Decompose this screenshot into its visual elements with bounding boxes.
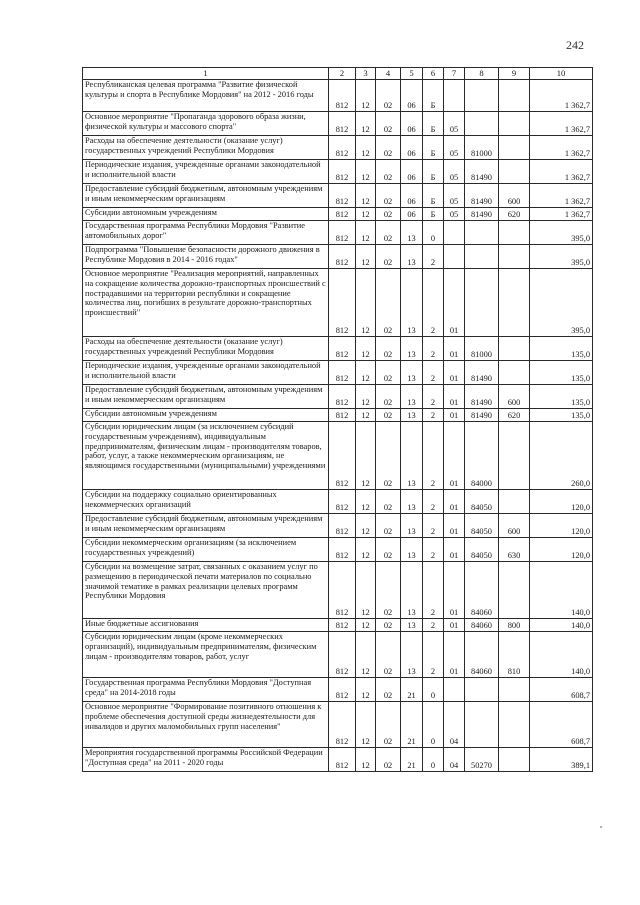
row-code-ministry: 812	[329, 337, 356, 361]
row-name: Республиканская целевая программа "Развитие физической культуры и спорта в Республике Мордовия" на 2012 - 2016 годы	[83, 80, 329, 112]
table-row	[83, 385, 593, 409]
row-code-expense-type	[499, 245, 530, 269]
row-name: Расходы на обеспечение деятельности (оказание услуг) государственных учреждений Республики Мордовия	[83, 136, 329, 160]
row-code-activity: 05	[444, 112, 465, 136]
row-amount: 1 362,7	[530, 208, 593, 221]
table-row	[83, 678, 593, 702]
row-code-subprogram: Б	[423, 208, 444, 221]
row-amount: 1 362,7	[530, 80, 593, 112]
row-code-activity: 05	[444, 208, 465, 221]
row-code-section: 12	[356, 385, 376, 409]
row-code-expense-type	[499, 702, 530, 748]
table-row	[83, 245, 593, 269]
header-col-7: 7	[444, 68, 465, 80]
row-code-ministry: 812	[329, 514, 356, 538]
row-name: Основное мероприятие "Реализация мероприятий, направленных на сокращение количества дорожно-транспортных происшествий с пострадавшими на территории республики и сокращение количества лиц, погибших в результате дорожно-транспортных происшествий"	[83, 269, 329, 337]
row-code-activity: 01	[444, 490, 465, 514]
row-name: Подпрограмма "Повышение безопасности дорожного движения в Республике Мордовия в 2014 - 2016 годах"	[83, 245, 329, 269]
row-code-program: 13	[401, 562, 423, 619]
row-code-program: 13	[401, 337, 423, 361]
row-code-subprogram: 2	[423, 562, 444, 619]
row-code-expense-type: 810	[499, 632, 530, 678]
row-code-subsection: 02	[376, 160, 401, 184]
table-row	[83, 422, 593, 490]
row-code-program: 13	[401, 538, 423, 562]
row-code-ministry: 812	[329, 748, 356, 772]
row-code-direction: 81000	[465, 337, 499, 361]
row-code-expense-type	[499, 136, 530, 160]
table-row	[83, 632, 593, 678]
row-code-activity	[444, 245, 465, 269]
row-name: Субсидии юридическим лицам (кроме некоммерческих организаций), индивидуальным предпринимателям, физическим лицам - производителям товаров, работ, услуг	[83, 632, 329, 678]
table-row	[83, 136, 593, 160]
row-code-subprogram: 2	[423, 269, 444, 337]
table-row	[83, 409, 593, 422]
row-code-activity: 01	[444, 562, 465, 619]
row-code-direction: 84060	[465, 562, 499, 619]
row-code-subprogram: 0	[423, 702, 444, 748]
header-col-5: 5	[401, 68, 423, 80]
row-code-activity: 05	[444, 136, 465, 160]
row-code-expense-type	[499, 160, 530, 184]
row-code-program: 06	[401, 80, 423, 112]
header-col-1: 1	[83, 68, 329, 80]
row-code-expense-type	[499, 361, 530, 385]
table-row	[83, 80, 593, 112]
row-code-subprogram: 2	[423, 385, 444, 409]
table-body	[83, 80, 593, 772]
row-code-expense-type: 620	[499, 409, 530, 422]
header-col-10: 10	[530, 68, 593, 80]
row-code-ministry: 812	[329, 184, 356, 208]
row-code-subsection: 02	[376, 136, 401, 160]
row-code-ministry: 812	[329, 538, 356, 562]
header-col-6: 6	[423, 68, 444, 80]
row-amount: 395,0	[530, 269, 593, 337]
row-code-direction: 84050	[465, 514, 499, 538]
row-code-program: 13	[401, 409, 423, 422]
row-code-section: 12	[356, 490, 376, 514]
row-code-direction: 81000	[465, 136, 499, 160]
row-code-expense-type	[499, 80, 530, 112]
row-code-section: 12	[356, 361, 376, 385]
row-code-activity: 04	[444, 702, 465, 748]
row-code-program: 13	[401, 269, 423, 337]
row-code-ministry: 812	[329, 112, 356, 136]
row-code-direction: 81490	[465, 208, 499, 221]
row-code-ministry: 812	[329, 632, 356, 678]
row-code-ministry: 812	[329, 208, 356, 221]
row-code-subprogram: 2	[423, 632, 444, 678]
table-row	[83, 619, 593, 632]
row-code-direction	[465, 221, 499, 245]
row-code-program: 13	[401, 490, 423, 514]
row-code-activity: 05	[444, 184, 465, 208]
row-code-expense-type: 600	[499, 514, 530, 538]
row-code-program: 21	[401, 748, 423, 772]
row-code-subsection: 02	[376, 678, 401, 702]
row-code-ministry: 812	[329, 409, 356, 422]
table-row	[83, 514, 593, 538]
row-name: Иные бюджетные ассигнования	[83, 619, 329, 632]
row-amount: 140,0	[530, 562, 593, 619]
row-name: Периодические издания, учрежденные органами законодательной и исполнительной власти	[83, 160, 329, 184]
row-code-section: 12	[356, 562, 376, 619]
row-code-ministry: 812	[329, 562, 356, 619]
row-code-direction: 81490	[465, 160, 499, 184]
header-col-4: 4	[376, 68, 401, 80]
row-amount: 135,0	[530, 337, 593, 361]
header-col-9: 9	[499, 68, 530, 80]
row-name: Государственная программа Республики Мордовия "Доступная среда" на 2014-2018 годы	[83, 678, 329, 702]
row-amount: 608,7	[530, 702, 593, 748]
row-code-activity: 01	[444, 514, 465, 538]
row-code-section: 12	[356, 678, 376, 702]
row-code-section: 12	[356, 184, 376, 208]
row-code-section: 12	[356, 748, 376, 772]
row-code-subsection: 02	[376, 208, 401, 221]
row-name: Субсидии автономным учреждениям	[83, 208, 329, 221]
row-code-subsection: 02	[376, 269, 401, 337]
table-row	[83, 562, 593, 619]
row-amount: 140,0	[530, 619, 593, 632]
row-code-program: 13	[401, 632, 423, 678]
row-code-ministry: 812	[329, 490, 356, 514]
row-code-subprogram: Б	[423, 112, 444, 136]
row-code-program: 13	[401, 514, 423, 538]
row-amount: 1 362,7	[530, 160, 593, 184]
row-code-subsection: 02	[376, 514, 401, 538]
row-code-section: 12	[356, 409, 376, 422]
row-amount: 120,0	[530, 538, 593, 562]
row-name: Субсидии на поддержку социально ориентированных некоммерческих организаций	[83, 490, 329, 514]
row-code-subsection: 02	[376, 184, 401, 208]
row-code-program: 21	[401, 678, 423, 702]
row-code-subsection: 02	[376, 562, 401, 619]
row-code-expense-type	[499, 422, 530, 490]
row-code-section: 12	[356, 80, 376, 112]
row-amount: 608,7	[530, 678, 593, 702]
row-code-direction: 84050	[465, 490, 499, 514]
row-code-section: 12	[356, 702, 376, 748]
row-code-direction	[465, 245, 499, 269]
row-code-program: 13	[401, 422, 423, 490]
row-code-activity: 01	[444, 409, 465, 422]
row-name: Субсидии некоммерческим организациям (за исключением государственных учреждений)	[83, 538, 329, 562]
row-code-direction	[465, 702, 499, 748]
row-code-activity: 01	[444, 632, 465, 678]
row-code-direction: 84000	[465, 422, 499, 490]
row-code-program: 06	[401, 160, 423, 184]
row-code-subsection: 02	[376, 80, 401, 112]
row-code-subsection: 02	[376, 619, 401, 632]
row-amount: 135,0	[530, 409, 593, 422]
row-code-program: 06	[401, 208, 423, 221]
row-code-program: 21	[401, 702, 423, 748]
row-name: Субсидии на возмещение затрат, связанных с оказанием услуг по размещению в периодической печати материалов по социально значимой тематике в рамках реализации целевых программ Республики Мордовия	[83, 562, 329, 619]
row-code-section: 12	[356, 136, 376, 160]
row-code-subprogram: 2	[423, 337, 444, 361]
row-amount: 120,0	[530, 514, 593, 538]
row-code-subsection: 02	[376, 361, 401, 385]
row-amount: 120,0	[530, 490, 593, 514]
row-code-ministry: 812	[329, 221, 356, 245]
row-code-ministry: 812	[329, 361, 356, 385]
header-col-2: 2	[329, 68, 356, 80]
row-code-ministry: 812	[329, 678, 356, 702]
row-code-ministry: 812	[329, 385, 356, 409]
row-code-activity: 01	[444, 538, 465, 562]
row-code-expense-type	[499, 490, 530, 514]
row-code-expense-type	[499, 337, 530, 361]
row-code-section: 12	[356, 208, 376, 221]
row-amount: 1 362,7	[530, 112, 593, 136]
row-code-subprogram: 2	[423, 619, 444, 632]
page-number: 242	[566, 38, 584, 52]
row-code-expense-type	[499, 269, 530, 337]
row-code-direction: 84060	[465, 619, 499, 632]
row-code-subsection: 02	[376, 245, 401, 269]
row-name: Предоставление субсидий бюджетным, автономным учреждениям и иным некоммерческим организациям	[83, 514, 329, 538]
row-code-direction: 81490	[465, 385, 499, 409]
row-code-expense-type: 630	[499, 538, 530, 562]
row-code-subprogram: 2	[423, 490, 444, 514]
row-code-activity	[444, 678, 465, 702]
row-code-section: 12	[356, 337, 376, 361]
row-code-subsection: 02	[376, 632, 401, 678]
row-code-activity	[444, 221, 465, 245]
row-code-ministry: 812	[329, 160, 356, 184]
row-amount: 1 362,7	[530, 184, 593, 208]
row-code-ministry: 812	[329, 269, 356, 337]
row-name: Субсидии автономным учреждениям	[83, 409, 329, 422]
row-code-expense-type	[499, 748, 530, 772]
row-code-activity: 05	[444, 160, 465, 184]
row-code-direction: 81490	[465, 361, 499, 385]
row-code-ministry: 812	[329, 702, 356, 748]
row-name: Субсидии юридическим лицам (за исключением субсидий государственным учреждениям), индивидуальным предпринимателям, физическим лицам - производителям товаров, работ, услуг, а также некоммерческим организациям, не являющимся государственными (муниципальными) учреждениями	[83, 422, 329, 490]
row-name: Основное мероприятие "Формирование позитивного отношения к проблеме обеспечения доступной среды жизнедеятельности для инвалидов и других маломобильных групп населения"	[83, 702, 329, 748]
row-code-ministry: 812	[329, 245, 356, 269]
row-code-section: 12	[356, 514, 376, 538]
row-code-subprogram: Б	[423, 80, 444, 112]
row-code-subprogram: Б	[423, 184, 444, 208]
header-col-8: 8	[465, 68, 499, 80]
table-row	[83, 538, 593, 562]
row-code-subprogram: 2	[423, 514, 444, 538]
table-row	[83, 269, 593, 337]
row-code-direction: 81490	[465, 409, 499, 422]
row-code-subsection: 02	[376, 385, 401, 409]
row-code-section: 12	[356, 269, 376, 337]
row-code-activity: 04	[444, 748, 465, 772]
row-code-expense-type: 600	[499, 385, 530, 409]
row-code-section: 12	[356, 221, 376, 245]
row-code-activity: 01	[444, 361, 465, 385]
row-code-section: 12	[356, 422, 376, 490]
row-code-subprogram: 2	[423, 538, 444, 562]
row-code-subsection: 02	[376, 409, 401, 422]
row-code-expense-type	[499, 221, 530, 245]
row-code-program: 06	[401, 112, 423, 136]
row-code-activity: 01	[444, 337, 465, 361]
row-code-subsection: 02	[376, 112, 401, 136]
row-code-direction: 84060	[465, 632, 499, 678]
row-code-direction: 50270	[465, 748, 499, 772]
row-code-subprogram: Б	[423, 160, 444, 184]
row-name: Мероприятия государственной программы Российской Федерации "Доступная среда" на 2011 - 2020 годы	[83, 748, 329, 772]
row-code-subsection: 02	[376, 337, 401, 361]
row-code-subprogram: 2	[423, 245, 444, 269]
table-row	[83, 337, 593, 361]
row-code-subprogram: 2	[423, 422, 444, 490]
row-code-expense-type: 800	[499, 619, 530, 632]
row-code-expense-type: 620	[499, 208, 530, 221]
row-amount: 140,0	[530, 632, 593, 678]
table-row	[83, 490, 593, 514]
row-amount: 135,0	[530, 361, 593, 385]
row-code-subsection: 02	[376, 538, 401, 562]
row-code-direction	[465, 269, 499, 337]
row-code-direction: 81490	[465, 184, 499, 208]
row-code-subprogram: 0	[423, 221, 444, 245]
table-row	[83, 112, 593, 136]
row-code-ministry: 812	[329, 80, 356, 112]
row-code-program: 13	[401, 619, 423, 632]
row-code-program: 13	[401, 361, 423, 385]
row-code-ministry: 812	[329, 422, 356, 490]
row-code-section: 12	[356, 160, 376, 184]
table-row	[83, 361, 593, 385]
row-code-section: 12	[356, 632, 376, 678]
row-name: Основное мероприятие "Пропаганда здорового образа жизни, физической культуры и массового спорта"	[83, 112, 329, 136]
row-code-activity: 01	[444, 385, 465, 409]
row-name: Расходы на обеспечение деятельности (оказание услуг) государственных учреждений Республики Мордовия	[83, 337, 329, 361]
row-code-program: 06	[401, 136, 423, 160]
row-amount: 395,0	[530, 221, 593, 245]
row-code-program: 13	[401, 245, 423, 269]
table-row	[83, 221, 593, 245]
row-code-expense-type	[499, 112, 530, 136]
header-col-3: 3	[356, 68, 376, 80]
row-code-program: 13	[401, 221, 423, 245]
row-code-subsection: 02	[376, 702, 401, 748]
row-code-subprogram: 2	[423, 361, 444, 385]
row-code-activity: 01	[444, 269, 465, 337]
table-row	[83, 208, 593, 221]
row-code-activity: 01	[444, 619, 465, 632]
row-amount: 395,0	[530, 245, 593, 269]
row-code-section: 12	[356, 619, 376, 632]
row-name: Государственная программа Республики Мордовия "Развитие автомобильных дорог"	[83, 221, 329, 245]
row-code-activity: 01	[444, 422, 465, 490]
row-code-direction: 84050	[465, 538, 499, 562]
row-code-subprogram: Б	[423, 136, 444, 160]
row-amount: 260,0	[530, 422, 593, 490]
header-row	[83, 68, 593, 80]
row-code-section: 12	[356, 538, 376, 562]
row-code-subsection: 02	[376, 748, 401, 772]
row-code-expense-type	[499, 562, 530, 619]
row-code-program: 06	[401, 184, 423, 208]
row-name: Предоставление субсидий бюджетным, автономным учреждениям и иным некоммерческим организациям	[83, 385, 329, 409]
row-code-direction	[465, 678, 499, 702]
row-name: Периодические издания, учрежденные органами законодательной и исполнительной власти	[83, 361, 329, 385]
table-row	[83, 702, 593, 748]
row-code-subsection: 02	[376, 221, 401, 245]
row-code-program: 13	[401, 385, 423, 409]
budget-table	[82, 67, 593, 772]
row-code-section: 12	[356, 245, 376, 269]
row-code-ministry: 812	[329, 619, 356, 632]
table-row	[83, 184, 593, 208]
row-name: Предоставление субсидий бюджетным, автономным учреждениям и иным некоммерческим организациям	[83, 184, 329, 208]
row-code-expense-type	[499, 678, 530, 702]
table-row	[83, 160, 593, 184]
row-code-subprogram: 2	[423, 409, 444, 422]
scan-speck	[600, 826, 602, 828]
row-code-activity	[444, 80, 465, 112]
row-amount: 389,1	[530, 748, 593, 772]
row-amount: 135,0	[530, 385, 593, 409]
row-amount: 1 362,7	[530, 136, 593, 160]
table-row	[83, 748, 593, 772]
row-code-subprogram: 0	[423, 748, 444, 772]
row-code-subsection: 02	[376, 490, 401, 514]
row-code-expense-type: 600	[499, 184, 530, 208]
row-code-section: 12	[356, 112, 376, 136]
row-code-direction	[465, 112, 499, 136]
row-code-direction	[465, 80, 499, 112]
row-code-ministry: 812	[329, 136, 356, 160]
row-code-subsection: 02	[376, 422, 401, 490]
row-code-subprogram: 0	[423, 678, 444, 702]
